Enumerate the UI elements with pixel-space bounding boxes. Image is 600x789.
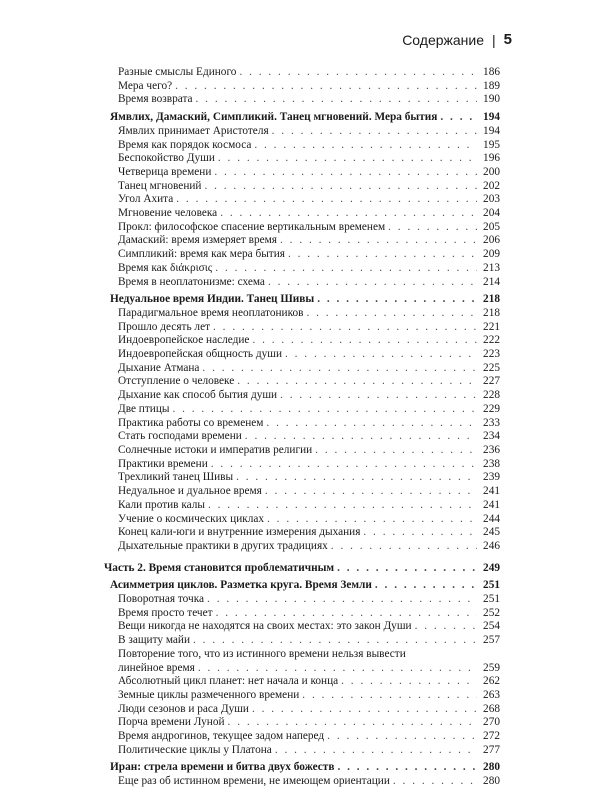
toc-page-number: 280 (483, 761, 500, 774)
toc-entry-line: Повторение того, что из истинного времени нельзя вывести (118, 647, 406, 660)
toc-entry[interactable] (104, 334, 500, 348)
toc-entry-title: Танец мгновений (118, 179, 202, 192)
toc-entry-title: Время в неоплатонизме: схема (118, 275, 265, 288)
toc-entry[interactable] (104, 139, 500, 153)
toc-entry-title: Угол Ахита (118, 193, 174, 206)
dot-leader (208, 499, 477, 513)
dot-leader (317, 293, 477, 307)
toc-page-number: 202 (483, 179, 500, 192)
toc-page-number: 262 (483, 675, 500, 688)
dot-leader (393, 775, 477, 789)
toc-entry[interactable] (104, 93, 500, 107)
toc-entry[interactable] (104, 389, 500, 403)
toc-entry[interactable] (104, 307, 500, 321)
dot-leader (245, 430, 477, 444)
dot-leader (228, 716, 477, 730)
toc-page-number: 218 (483, 293, 500, 306)
toc-page-number: 270 (483, 716, 500, 729)
toc-page-number: 272 (483, 730, 500, 743)
toc-page-number: 223 (483, 348, 500, 361)
toc-page-number: 263 (483, 688, 500, 701)
toc-entry-title: Мгновение человека (118, 207, 218, 220)
toc-page-number: 194 (483, 111, 500, 124)
toc-page-number: 229 (483, 402, 500, 415)
toc-entry-title: Прошло десять лет (118, 320, 211, 333)
dot-leader (237, 375, 477, 389)
toc-page-number: 268 (483, 702, 500, 715)
toc-entry-title: Мера чего? (118, 79, 173, 92)
toc-entry[interactable] (104, 499, 500, 513)
toc-entry-title: Отступление о человеке (118, 375, 235, 388)
toc-page-number: 245 (483, 526, 500, 539)
dot-leader (272, 125, 477, 139)
header-separator: | (492, 31, 496, 48)
toc-entry[interactable] (104, 744, 500, 758)
toc-entry-title: Индоевропейское наследие (118, 334, 250, 347)
toc-entry[interactable] (104, 716, 500, 730)
toc-entry-title: Время как διάκρισις (118, 261, 213, 274)
toc-page-number: 214 (483, 275, 500, 288)
toc-entry-title: Разные смыслы Единого (118, 66, 237, 78)
toc-entry[interactable] (104, 125, 500, 139)
toc-entry[interactable] (104, 471, 500, 485)
toc-entry[interactable] (104, 730, 500, 744)
dot-leader (176, 193, 477, 207)
dot-leader (254, 139, 477, 153)
toc-page-number: 252 (483, 606, 500, 619)
toc-entry-title: Дыхание Атмана (118, 361, 200, 374)
toc-entry[interactable] (104, 234, 500, 248)
toc-entry[interactable] (104, 458, 500, 472)
dot-leader (275, 744, 477, 758)
header-title: Содержание (402, 31, 485, 48)
dot-leader (213, 321, 477, 335)
toc-entry-title: Практики времени (118, 457, 208, 470)
toc-entry[interactable] (104, 180, 500, 194)
dot-leader (211, 458, 477, 472)
toc-entry-title: Трехликий танец Шивы (118, 471, 234, 484)
toc-page-number: 251 (483, 593, 500, 606)
dot-leader (327, 730, 477, 744)
toc-entry-title: Учение о космических циклах (118, 512, 265, 525)
toc-page-number: 218 (483, 306, 500, 319)
toc-entry-title: Ямвлих принимает Аристотеля (118, 124, 269, 137)
dot-leader (214, 166, 477, 180)
toc-entry[interactable] (104, 662, 500, 676)
toc-entry-title: Поворотная точка (118, 593, 205, 606)
toc-entry[interactable] (104, 66, 500, 80)
dot-leader (280, 389, 477, 403)
dot-leader (220, 207, 477, 221)
dot-leader (440, 111, 477, 125)
toc-entry[interactable] (104, 526, 500, 540)
toc-page-number: 234 (483, 430, 500, 443)
toc-entry[interactable] (104, 703, 500, 717)
toc-page-number: 190 (483, 93, 500, 106)
toc-page-number: 280 (483, 775, 500, 788)
toc-entry-title: Кали против калы (118, 498, 205, 511)
dot-leader (239, 66, 477, 80)
toc-entry-title: Практика работы со временем (118, 416, 264, 429)
toc-entry[interactable] (104, 675, 500, 689)
dot-leader (388, 221, 477, 235)
toc-entry-title: В защиту майи (118, 634, 191, 647)
toc-page-number: 244 (483, 512, 500, 525)
dot-leader (337, 761, 477, 775)
toc-page-number: 239 (483, 471, 500, 484)
running-header (402, 31, 512, 48)
toc-entry[interactable] (104, 540, 500, 554)
dot-leader (268, 276, 477, 290)
toc-entry-title: Вещи никогда не находятся на своих местах: это закон Души (118, 620, 412, 633)
toc-part[interactable] (104, 562, 500, 576)
toc-entry-title: Время как порядок космоса (118, 138, 252, 151)
toc-entry[interactable] (104, 321, 500, 335)
dot-leader (252, 334, 477, 348)
toc-entry-title: Четверица времени (118, 165, 212, 178)
toc-entry[interactable] (104, 775, 500, 789)
toc-page-number: 241 (483, 498, 500, 511)
toc-page-number: 200 (483, 165, 500, 178)
toc-entry-title: Конец кали-юги и внутренние измерения дыхания (118, 526, 361, 539)
dot-leader (341, 675, 477, 689)
toc-page-number: 196 (483, 152, 500, 165)
toc-entry[interactable] (104, 276, 500, 290)
toc-entry-title: линейное время (118, 661, 195, 674)
toc-entry-title: Прокл: философское спасение вертикальным временем (118, 220, 386, 233)
toc-entry-title: Стать господами времени (118, 430, 242, 443)
toc-entry-title: Парадигмальное время неоплатоников (118, 306, 304, 319)
toc-entry[interactable] (104, 593, 500, 607)
toc-entry-title: Дыхание как способ бытия души (118, 389, 278, 402)
toc-entry[interactable] (104, 403, 500, 417)
dot-leader (266, 417, 477, 431)
dot-leader (331, 540, 477, 554)
toc-entry[interactable] (104, 80, 500, 94)
toc-page-number: 259 (483, 661, 500, 674)
dot-leader (252, 703, 477, 717)
toc-page-number: 209 (483, 248, 500, 261)
dot-leader (236, 471, 477, 485)
toc-chapter[interactable] (104, 293, 500, 307)
dot-leader (285, 348, 477, 362)
toc-page-number: 225 (483, 361, 500, 374)
toc-entry-title: Ямвлих, Дамаский, Симпликий. Танец мгновений. Мера бытия (110, 111, 438, 124)
toc-entry[interactable] (104, 444, 500, 458)
toc-entry-title: Асимметрия циклов. Разметка круга. Время Земли (110, 579, 372, 592)
toc-entry-title: Порча времени Луной (118, 716, 225, 729)
toc-page-number: 206 (483, 234, 500, 247)
toc-entry-title: Часть 2. Время становится проблематичным (104, 561, 335, 574)
dot-leader (302, 689, 477, 703)
toc-entry-title: Симпликий: время как мера бытия (118, 248, 285, 261)
dot-leader (193, 634, 477, 648)
toc-page-number: 277 (483, 743, 500, 756)
dot-leader (306, 307, 477, 321)
toc-page-number: 249 (483, 561, 500, 574)
toc-page-number: 195 (483, 138, 500, 151)
toc-entry-title: Дыхательные практики в других традициях (118, 539, 328, 552)
toc-entry[interactable] (104, 362, 500, 376)
toc-entry-title: Недуальное и дуальное время (118, 485, 262, 498)
toc-entry-title: Индоевропейская общность души (118, 348, 282, 361)
toc-page-number: 228 (483, 389, 500, 402)
dot-leader (375, 579, 477, 593)
dot-leader (196, 93, 477, 107)
toc-entry[interactable] (104, 634, 500, 648)
toc-page-number: 203 (483, 193, 500, 206)
dot-leader (175, 80, 477, 94)
toc-entry[interactable] (104, 607, 500, 621)
toc-page-number: 213 (483, 261, 500, 274)
dot-leader (265, 485, 477, 499)
toc-entry[interactable] (104, 620, 500, 634)
dot-leader (337, 562, 477, 576)
toc-entry[interactable] (104, 375, 500, 389)
toc-entry-title: Еще раз об истинном времени, не имеющем ориентации (118, 775, 390, 788)
toc-entry-title: Недуальное время Индии. Танец Шивы (110, 293, 315, 306)
toc-page-number: 236 (483, 443, 500, 456)
toc-entry[interactable] (104, 485, 500, 499)
toc-chapter[interactable] (104, 579, 500, 593)
dot-leader (288, 248, 477, 262)
toc-page-number: 251 (483, 579, 500, 592)
toc-entry[interactable] (104, 221, 500, 235)
dot-leader (204, 180, 477, 194)
toc-entry-title: Дамаский: время измеряет время (118, 234, 278, 247)
dot-leader (363, 526, 477, 540)
toc-entry-title: Время андрогинов, текущее задом наперед (118, 730, 325, 743)
toc-page-number: 186 (483, 66, 500, 78)
toc-entry-title: Абсолютный цикл планет: нет начала и конца (118, 675, 339, 688)
toc-entry-title: Время возврата (118, 93, 193, 106)
toc-page-number: 204 (483, 207, 500, 220)
toc-entry-title: Беспокойство Души (118, 152, 215, 165)
toc-entry[interactable] (104, 262, 500, 276)
toc-page-number: 221 (483, 320, 500, 333)
table-of-contents (104, 66, 500, 789)
toc-page-number: 194 (483, 124, 500, 137)
toc-page-number: 227 (483, 375, 500, 388)
toc-entry[interactable] (104, 348, 500, 362)
toc-entry-title: Солнечные истоки и императив религии (118, 443, 313, 456)
dot-leader (202, 362, 477, 376)
toc-page-number: 233 (483, 416, 500, 429)
toc-entry[interactable] (104, 417, 500, 431)
toc-page-number: 241 (483, 485, 500, 498)
dot-leader (267, 513, 477, 527)
page-number: 5 (503, 31, 512, 48)
dot-leader (215, 262, 477, 276)
toc-entry-title: Политические циклы у Платона (118, 743, 272, 756)
toc-entry-title: Люди сезонов и раса Души (118, 702, 249, 715)
dot-leader (280, 234, 477, 248)
toc-entry-title: Иран: стрела времени и битва двух божеств (110, 761, 335, 774)
toc-page-number: 205 (483, 220, 500, 233)
dot-leader (216, 607, 477, 621)
dot-leader (315, 444, 477, 458)
toc-entry[interactable] (104, 193, 500, 207)
toc-entry[interactable] (104, 152, 500, 166)
toc-entry[interactable] (104, 689, 500, 703)
toc-entry[interactable] (104, 207, 500, 221)
toc-entry-title: Время просто течет (118, 606, 213, 619)
toc-entry-title: Земные циклы размеченного времени (118, 688, 300, 701)
toc-page-number: 254 (483, 620, 500, 633)
toc-entry[interactable] (104, 166, 500, 180)
toc-page-number: 189 (483, 79, 500, 92)
toc-chapter[interactable] (104, 111, 500, 125)
toc-page-number: 257 (483, 634, 500, 647)
toc-page-number: 222 (483, 334, 500, 347)
toc-entry[interactable] (104, 513, 500, 527)
toc-entry[interactable] (104, 248, 500, 262)
dot-leader (415, 620, 477, 634)
toc-chapter[interactable] (104, 761, 500, 775)
dot-leader (218, 152, 477, 166)
toc-entry-title: Две птицы (118, 402, 170, 415)
dot-leader (198, 662, 477, 676)
dot-leader (207, 593, 477, 607)
toc-entry[interactable] (104, 430, 500, 444)
toc-page-number: 246 (483, 539, 500, 552)
toc-page-number: 238 (483, 457, 500, 470)
dot-leader (172, 403, 477, 417)
